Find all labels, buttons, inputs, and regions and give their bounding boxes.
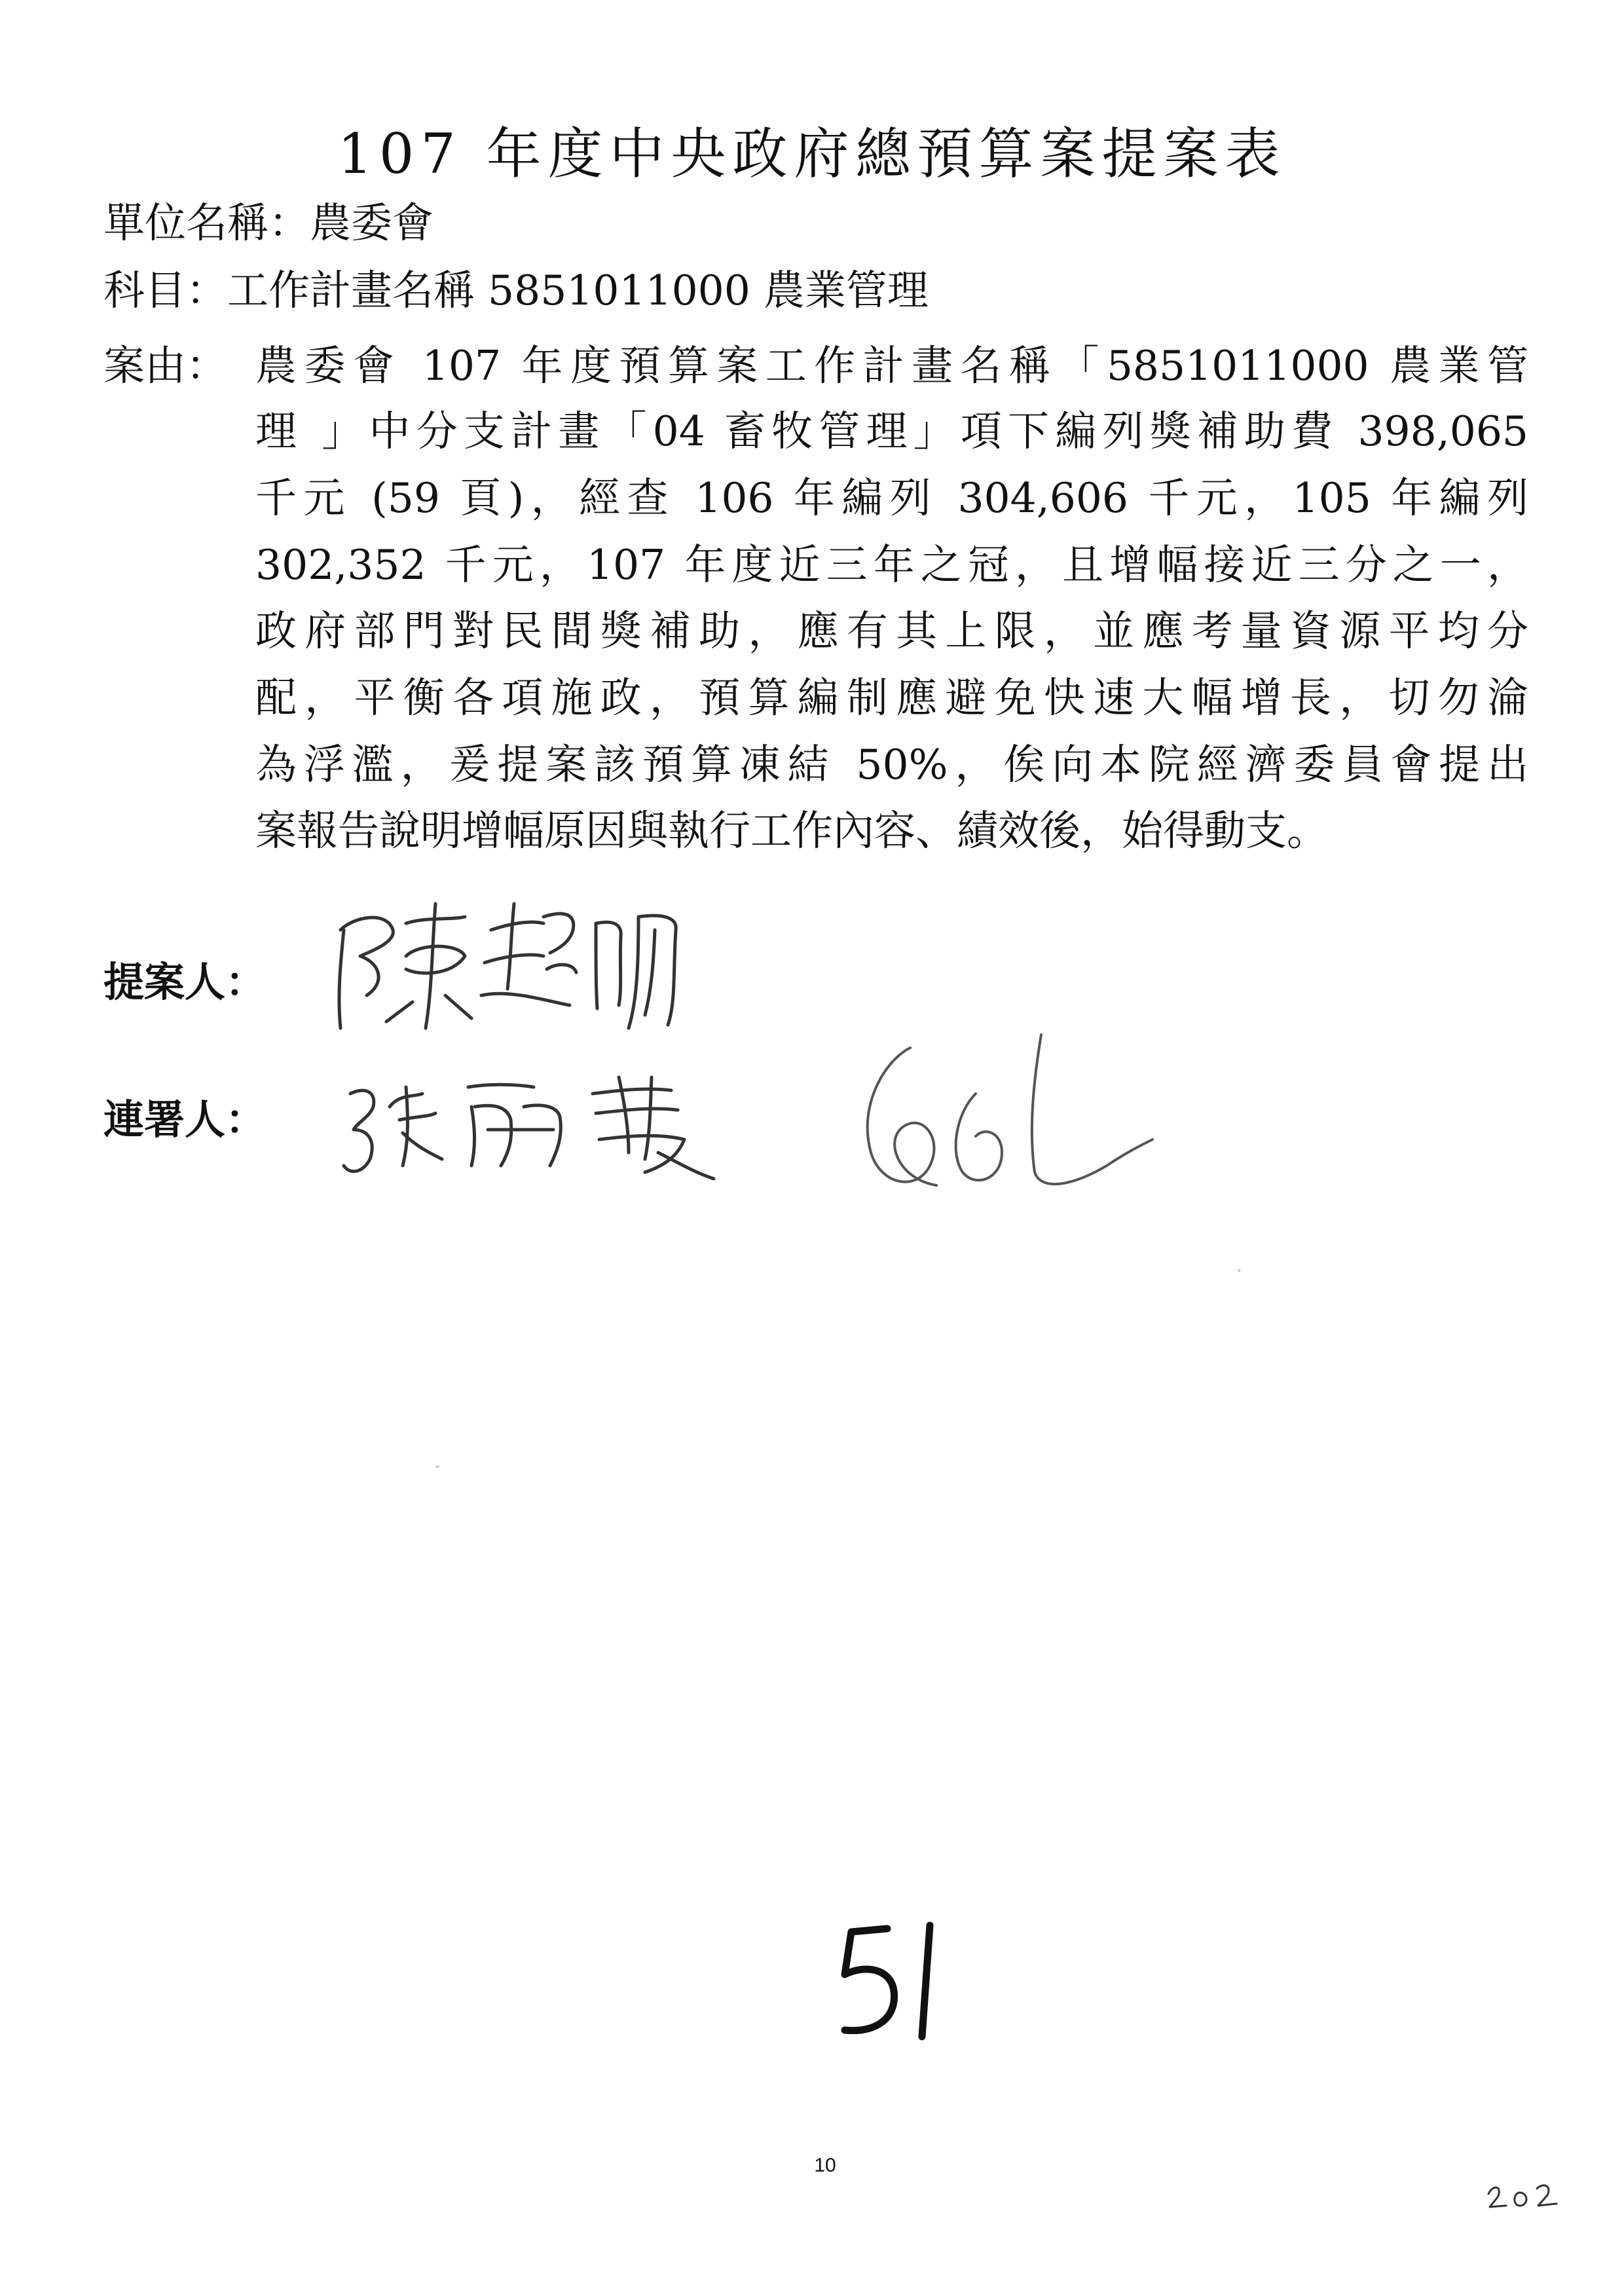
page-number: 10 <box>814 2155 836 2176</box>
reason-line-8: 案報告說明增幅原因與執行工作內容、績效後，始得動支。 <box>255 807 1328 855</box>
unit-label: 單位名稱： <box>103 199 310 247</box>
subject-row <box>103 257 929 317</box>
cosigner-signature-2 <box>845 1022 1159 1218</box>
document-title: 107 年度中央政府總預算案提案表 <box>337 122 1287 186</box>
reason-line-5: 政府部門對民間獎補助，應有其上限，並應考量資源平均分 <box>255 607 1528 655</box>
reason-line-2: 理 」中分支計畫「04 畜牧管理」項下編列獎補助費 398,065 <box>255 407 1528 455</box>
handwritten-number <box>825 1912 956 2050</box>
unit-value: 農委會 <box>310 199 434 247</box>
reason-line-1: 農委會 107 年度預算案工作計畫名稱「5851011000 農業管 <box>255 342 1528 390</box>
reason-label: 案由： <box>103 342 227 390</box>
unit-row <box>103 190 434 250</box>
scan-speck <box>1238 1269 1240 1272</box>
cosigner-label: 連署人： <box>103 1096 267 1143</box>
proposer-signature <box>314 891 720 1041</box>
reason-line-3: 千元 (59 頁)，經查 106 年編列 304,606 千元，105 年編列 <box>255 474 1528 522</box>
subject-label: 科目： <box>103 267 227 314</box>
reason-line-4: 302,352 千元，107 年度近三年之冠，且增幅接近三分之一， <box>255 541 1528 589</box>
scan-speck <box>435 1466 439 1468</box>
subject-value: 工作計畫名稱 5851011000 農業管理 <box>227 267 929 314</box>
reason-line-7: 為浮濫，爰提案該預算凍結 50%，俟向本院經濟委員會提出 <box>255 741 1528 788</box>
proposer-label: 提案人： <box>103 958 267 1006</box>
cosigner-signature-1 <box>337 1067 730 1185</box>
corner-handwritten-mark <box>1483 2174 1562 2213</box>
reason-line-6: 配，平衡各項施政，預算編制應避免快速大幅增長，切勿淪 <box>255 674 1528 722</box>
